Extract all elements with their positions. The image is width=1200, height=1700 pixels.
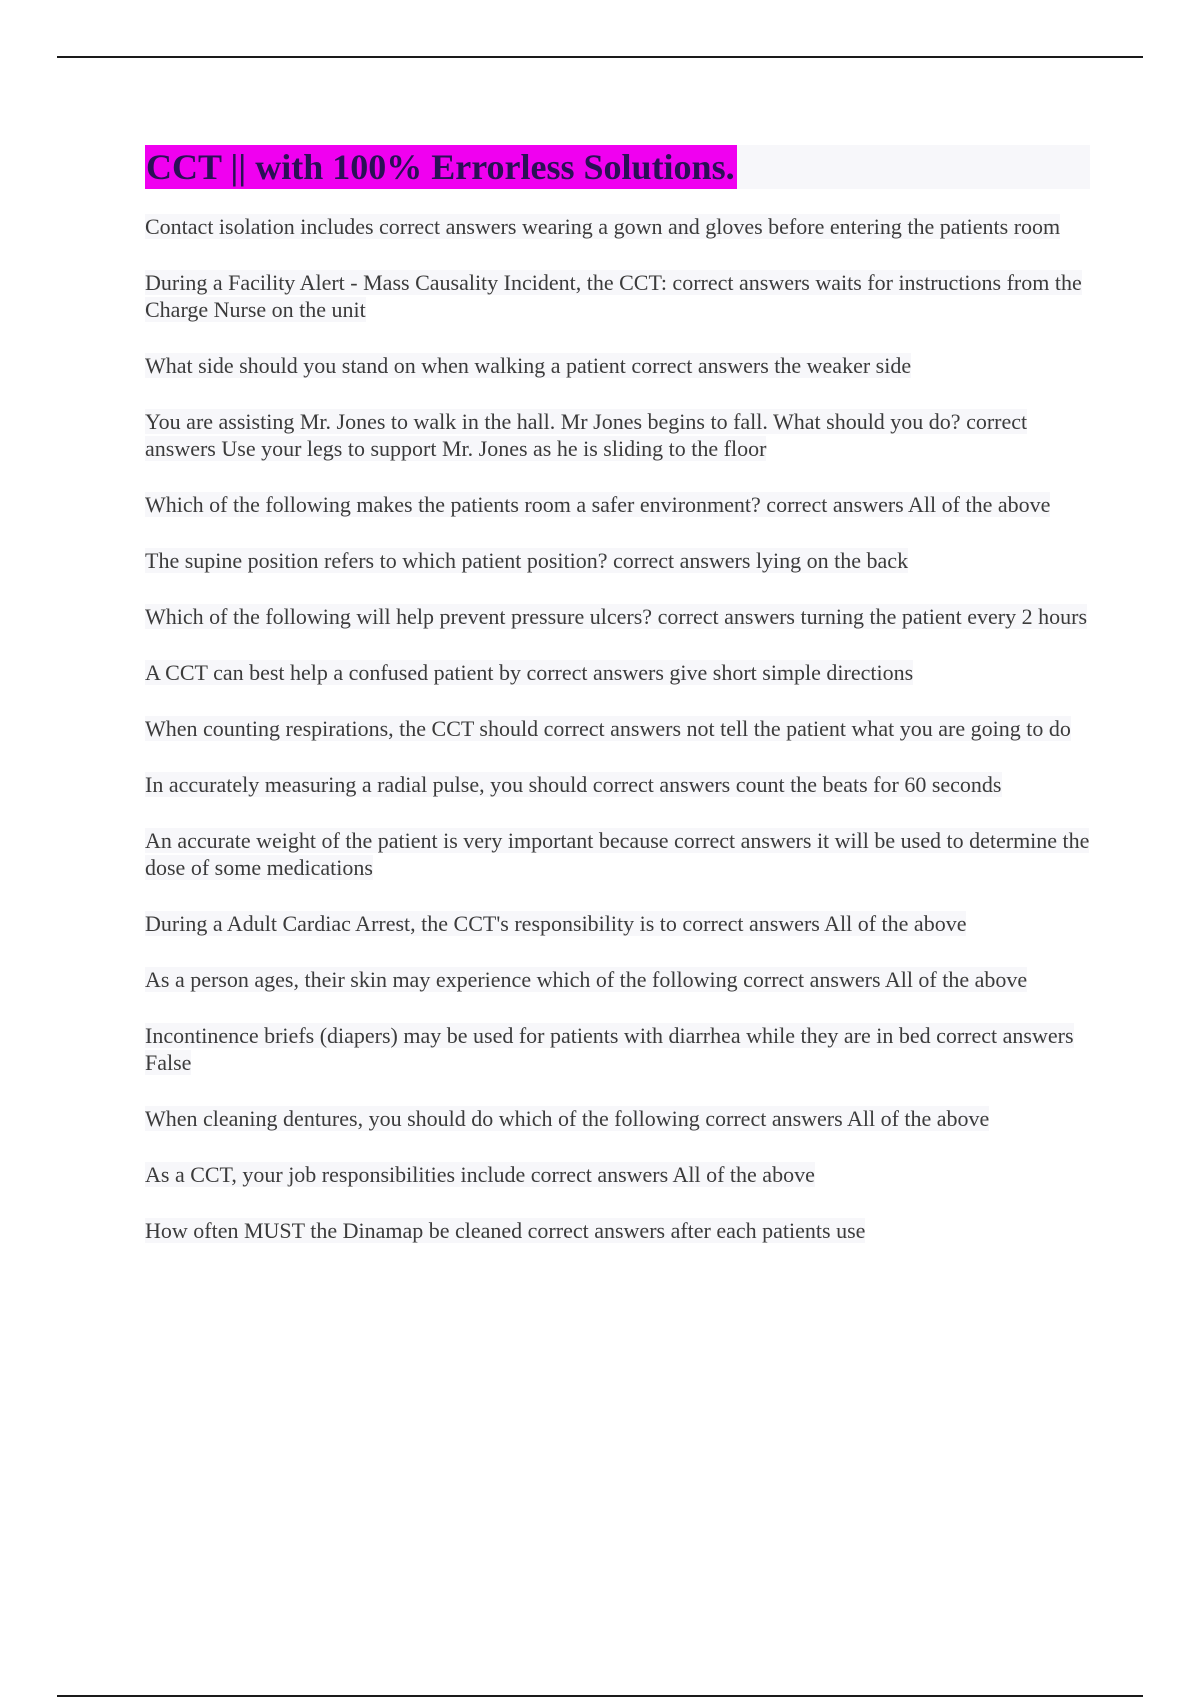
qa-item <box>145 1022 1090 1076</box>
qa-item-text: Which of the following makes the patients room a safer environment? correct answers All of the above <box>145 492 1051 517</box>
qa-item-text: In accurately measuring a radial pulse, you should correct answers count the beats for 60 seconds <box>145 772 1002 797</box>
qa-item <box>145 408 1090 462</box>
qa-item-text: A CCT can best help a confused patient by correct answers give short simple directions <box>145 660 914 685</box>
qa-item-text: You are assisting Mr. Jones to walk in the hall. Mr Jones begins to fall. What should you do? correct answers Use your legs to support Mr. Jones as he is sliding to the floor <box>145 409 1028 461</box>
qa-item-text: As a CCT, your job responsibilities include correct answers All of the above <box>145 1162 815 1187</box>
qa-item <box>145 1161 1090 1188</box>
qa-item-text: What side should you stand on when walking a patient correct answers the weaker side <box>145 353 912 378</box>
top-rule <box>57 56 1143 58</box>
qa-item-text: When counting respirations, the CCT should correct answers not tell the patient what you are going to do <box>145 716 1071 741</box>
qa-item-text: During a Adult Cardiac Arrest, the CCT's responsibility is to correct answers All of the above <box>145 911 967 936</box>
qa-item <box>145 547 1090 574</box>
qa-item <box>145 715 1090 742</box>
qa-item-text: Which of the following will help prevent pressure ulcers? correct answers turning the patient every 2 hours <box>145 604 1088 629</box>
qa-item <box>145 491 1090 518</box>
qa-item <box>145 966 1090 993</box>
qa-item-text: Contact isolation includes correct answers wearing a gown and gloves before entering the patients room <box>145 214 1061 239</box>
qa-item-text: When cleaning dentures, you should do which of the following correct answers All of the above <box>145 1106 990 1131</box>
qa-item-text: How often MUST the Dinamap be cleaned correct answers after each patients use <box>145 1218 866 1243</box>
qa-item <box>145 910 1090 937</box>
qa-item-text: An accurate weight of the patient is very important because correct answers it will be used to determine the dose of some medications <box>145 828 1090 880</box>
document-body <box>145 145 1090 1273</box>
qa-item <box>145 827 1090 881</box>
qa-item <box>145 659 1090 686</box>
qa-item-text: Incontinence briefs (diapers) may be used for patients with diarrhea while they are in bed correct answers False <box>145 1023 1074 1075</box>
qa-item <box>145 603 1090 630</box>
document-title: CCT || with 100% Errorless Solutions. <box>146 147 735 187</box>
title-bar <box>145 145 1090 189</box>
qa-item <box>145 213 1090 240</box>
bottom-rule <box>57 1695 1143 1697</box>
qa-item-text: As a person ages, their skin may experience which of the following correct answers All of the above <box>145 967 1028 992</box>
qa-item <box>145 1217 1090 1244</box>
qa-item-text: During a Facility Alert - Mass Causality Incident, the CCT: correct answers waits for instructions from the Charge Nurse on the unit <box>145 270 1082 322</box>
qa-item <box>145 1105 1090 1132</box>
qa-item <box>145 352 1090 379</box>
qa-item <box>145 269 1090 323</box>
qa-item-text: The supine position refers to which patient position? correct answers lying on the back <box>145 548 909 573</box>
qa-item <box>145 771 1090 798</box>
